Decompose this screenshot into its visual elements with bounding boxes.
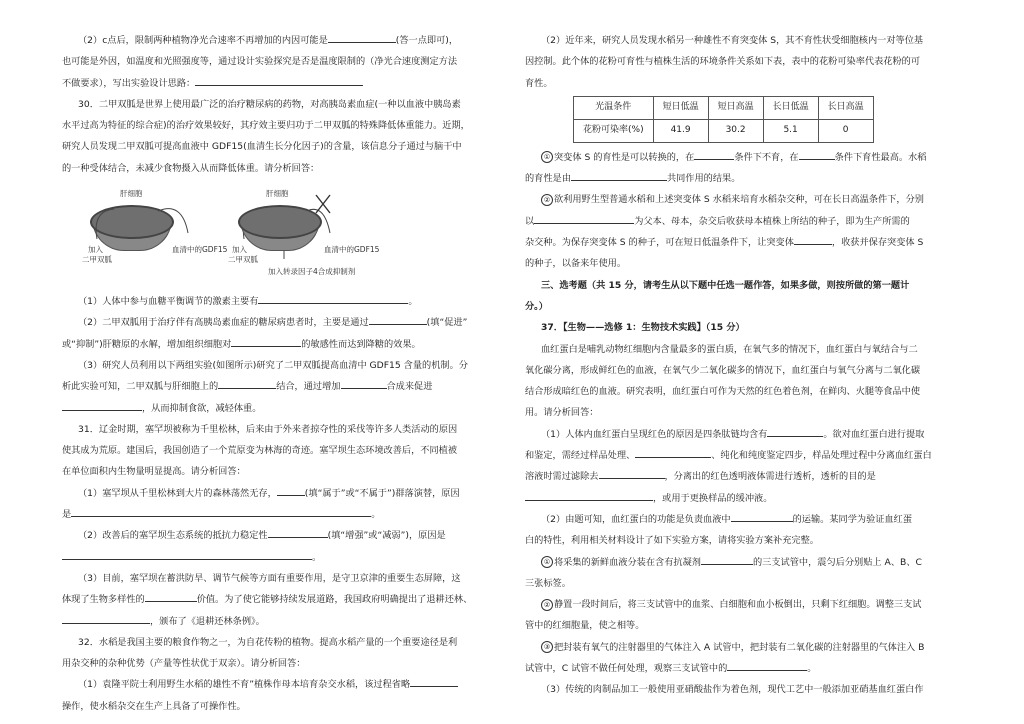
answer-blank[interactable] bbox=[731, 510, 793, 522]
text-line: 的种子，以备来年使用。 bbox=[525, 258, 627, 270]
text-line: 在单位面积内生物量明显提高。请分析回答： bbox=[62, 466, 246, 478]
metformin-label: 二甲双胍 bbox=[82, 255, 112, 265]
text-line: （1）袁隆平院士利用野生水稻的雄性不育”植株作母本培育杂交水稻，该过程省略 bbox=[62, 674, 462, 695]
text-line: （2）二甲双胍用于治疗伴有高胰岛素血症的糖尿病患者时，主要是通过 (填“促进” bbox=[62, 312, 462, 333]
text-line: ③ 把封装有氧气的注射器里的气体注入 A 试管中，把封装有二氧化碳的注射器里的气体注入 B bbox=[525, 637, 927, 658]
text-line: 是 。 bbox=[62, 504, 462, 525]
answer-blank[interactable] bbox=[62, 399, 142, 411]
text-line: 溶液时需过滤除去 ，分离出的红色透明液体需进行透析，透析的目的是 bbox=[525, 466, 927, 487]
text-line: 水平过高为特征的综合症)的治疗效果较好，其疗效主要归功于二甲双胍的特殊降低体重能力。近期， bbox=[62, 120, 470, 132]
text-line: 的育性是由 共同作用的结果。 bbox=[525, 168, 927, 189]
hepatocyte-label: 肝细胞 bbox=[120, 189, 143, 199]
question-37-heading: 37．【生物——选修 1：生物技术实践】（15 分） bbox=[541, 322, 745, 334]
text-line: （2）改善后的塞罕坝生态系统的抵抗力稳定性 (填“增强”或“减弱”)，原因是 bbox=[62, 525, 462, 546]
text-line: 育性。 bbox=[525, 77, 553, 89]
answer-blank[interactable] bbox=[794, 233, 832, 245]
text-line: 研究人员发现二甲双胍可提高血液中 GDF15(血清生长分化因子)的含量，该信息分子通过与脑干中 bbox=[62, 141, 462, 153]
text-line: 结合形成暗红色的血液。研究表明，血红蛋白可作为天然的红色着色剂，在鲜肉、火腿等食品中使 bbox=[525, 386, 921, 398]
table-cell: 0 bbox=[818, 119, 873, 142]
answer-blank[interactable] bbox=[534, 212, 634, 224]
answer-blank[interactable] bbox=[62, 612, 150, 624]
text-line: （2）由题可知，血红蛋白的功能是负责血液中 的运输。某同学为验证血红蛋 bbox=[525, 509, 927, 530]
answer-blank[interactable] bbox=[71, 505, 371, 517]
answer-blank[interactable] bbox=[767, 425, 823, 437]
table-cell: 41.9 bbox=[653, 119, 708, 142]
text-line: 。 bbox=[62, 547, 462, 568]
answer-blank[interactable] bbox=[369, 313, 427, 325]
question-32-stem: 32．水稻是我国主要的粮食作物之一，为自花传粉的植物。提高水稻产量的一个重要途径是利 bbox=[78, 636, 458, 648]
section-3-heading-cont: 分。） bbox=[525, 300, 548, 312]
text-line: （2）近年来，研究人员发现水稻另一种雄性不育突变体 S，其不育性状受细胞核内一对等位基 bbox=[541, 35, 924, 46]
text-line: ① 突变体 S 的育性是可以转换的，在 条件下不育，在 条件下育性最高。水稻 bbox=[525, 147, 927, 168]
text-line: ① 将采集的新鲜血液分装在含有抗凝剂 的三支试管中，震匀后分别贴上 A、B、C bbox=[525, 552, 927, 573]
inhibitor-label: 加入转录因子4合成抑制剂 bbox=[268, 267, 356, 277]
answer-blank[interactable] bbox=[341, 377, 387, 389]
text-line: 氧化碳分离，形成鲜红色的血液，在氧气少二氧化碳多的情况下，血红蛋白与氧气分离与二氧化碳 bbox=[525, 364, 921, 376]
text-line: ② 静置一段时间后，将三支试管中的血浆、白细胞和血小板倒出，只剩下红细胞。调整三支试 bbox=[525, 594, 927, 615]
text-line: （3）目前，塞罕坝在蓄洪防旱、调节气候等方面有重要作用，是守卫京津的重要生态屏障，这 bbox=[78, 572, 461, 584]
table-row bbox=[574, 119, 874, 142]
question-31-stem: 31．辽金时期，塞罕坝被称为千里松林，后来由于外来者掠夺性的采伐等许多人类活动的原因 bbox=[78, 423, 458, 435]
text-line: ，颁布了《退耕还林条例》。 bbox=[62, 611, 462, 632]
culture-dish-2-top bbox=[238, 205, 322, 239]
circled-number-icon: ② bbox=[541, 599, 553, 611]
circled-number-icon: ③ bbox=[541, 641, 553, 653]
left-column bbox=[62, 30, 473, 717]
text-line: ，或用于更换样品的缓冲液。 bbox=[525, 488, 927, 509]
table-header-cell: 长日高温 bbox=[818, 96, 873, 119]
text-line: 用杂交种的杂种优势（产量等性状优于双亲）。请分析回答： bbox=[62, 658, 306, 670]
right-column bbox=[525, 30, 932, 701]
text-line: （3）传统的肉制品加工一般使用亚硝酸盐作为着色剂，现代工艺中一般添加亚硝基血红蛋白作 bbox=[541, 684, 924, 696]
text-line: 因控制。此个体的花粉可育性与植株生活的环境条件关系如下表，表中的花粉可染率代表花粉的可 bbox=[525, 56, 921, 68]
text-line: （1）人体中参与血糖平衡调节的激素主要有 。 bbox=[62, 291, 462, 312]
text-line: 管中的红细胞量，使之相等。 bbox=[525, 620, 645, 632]
text-line: 的一种受体结合，未减少食物摄入从而降低体重。请分析回答： bbox=[62, 162, 320, 174]
circled-number-icon: ② bbox=[541, 194, 553, 206]
text-line: 或“抑制”)肝糖原的水解，增加组织细胞对 的敏感性而达到降糖的效果。 bbox=[62, 334, 462, 355]
answer-blank[interactable] bbox=[410, 675, 458, 687]
answer-blank[interactable] bbox=[195, 74, 363, 86]
circled-number-icon: ① bbox=[541, 556, 553, 568]
text-line: 血红蛋白是哺乳动物红细胞内含量最多的蛋白质，在氧气多的情况下，血红蛋白与氧结合与二 bbox=[541, 343, 918, 355]
answer-blank[interactable] bbox=[231, 335, 301, 347]
answer-blank[interactable] bbox=[599, 467, 665, 479]
answer-blank[interactable] bbox=[218, 377, 276, 389]
table-header-cell: 短日低温 bbox=[653, 96, 708, 119]
answer-blank[interactable] bbox=[571, 169, 667, 181]
text-line: 白的特性，利用相关材料设计了如下实验方案，请将实验方案补充完整。 bbox=[525, 535, 819, 547]
text-line: 以 为父本、母本，杂交后收获母本植株上所结的种子，即为生产所需的 bbox=[525, 211, 927, 232]
text-line: （3）研究人员利用以下两组实验(如图所示)研究了二甲双胍提高血清中 GDF15 含量的机制。分 bbox=[78, 359, 468, 371]
answer-blank[interactable] bbox=[277, 484, 305, 496]
add-label: 加入 bbox=[232, 245, 247, 255]
answer-blank[interactable] bbox=[268, 526, 328, 538]
text-line: 析此实验可知，二甲双胍与肝细胞上的 结合，通过增加 合成来促进 bbox=[62, 376, 462, 397]
metformin-label: 二甲双胍 bbox=[228, 255, 258, 265]
answer-blank[interactable] bbox=[694, 148, 734, 160]
text-line: （1）塞罕坝从千里松林到大片的森林荡然无存， (填“属于”或“不属于”)群落演替，原因 bbox=[62, 483, 462, 504]
answer-blank[interactable] bbox=[328, 31, 396, 43]
answer-blank[interactable] bbox=[62, 548, 312, 560]
text-line: 体现了生物多样性的 价值。为了使它能够持续发展道路，我国政府明确提出了退耕还林、 bbox=[62, 589, 462, 610]
text-line: 用。请分析回答： bbox=[525, 407, 599, 419]
answer-blank[interactable] bbox=[258, 292, 408, 304]
text-line: 不做要求），写出实验设计思路： bbox=[62, 73, 462, 94]
text-line: 使其成为荒原。建国后，我国创造了一个荒原变为林海的奇迹。塞罕坝生态环境改善后，不同植被 bbox=[62, 445, 458, 457]
gdf15-label: 血清中的GDF15 bbox=[172, 245, 228, 255]
table-header-row bbox=[574, 96, 874, 119]
answer-blank[interactable] bbox=[145, 590, 197, 602]
add-label: 加入 bbox=[88, 245, 103, 255]
answer-blank[interactable] bbox=[727, 659, 807, 671]
pollen-fertility-table bbox=[573, 96, 874, 143]
table-header-cell: 光温条件 bbox=[574, 96, 654, 119]
table-cell: 5.1 bbox=[763, 119, 818, 142]
text-line: ② 欲利用野生型普通水稻和上述突变体 S 水稻来培育水稻杂交种，可在长日高温条件下，分别 bbox=[525, 189, 927, 210]
text-line: 杂交种。为保存突变体 S 的种子，可在短日低温条件下，让突变体 ，收获并保存突变体 S bbox=[525, 232, 927, 253]
section-3-heading: 三、选考题（共 15 分，请考生从以下题中任选一题作答，如果多做，则按所做的第一题计 bbox=[541, 279, 910, 291]
text-line: 和鉴定，需经过样品处理、 、纯化和纯度鉴定四步，样品处理过程中分离血红蛋白 bbox=[525, 445, 927, 466]
text-line: 试管中，C 试管不做任何处理，观察三支试管中的 。 bbox=[525, 658, 927, 679]
table-header-cell: 短日高温 bbox=[708, 96, 763, 119]
answer-blank[interactable] bbox=[701, 553, 753, 565]
table-header-cell: 长日低温 bbox=[763, 96, 818, 119]
experiment-figure bbox=[62, 181, 462, 287]
circled-number-icon: ① bbox=[541, 151, 553, 163]
text-line: （2）c点后，限制两种植物净光合速率不再增加的内因可能是 (答一点即可)， bbox=[62, 30, 462, 51]
answer-blank[interactable] bbox=[799, 148, 835, 160]
answer-blank[interactable] bbox=[525, 489, 653, 501]
text-line: （1）人体内血红蛋白呈现红色的原因是四条肽链均含有 。欲对血红蛋白进行提取 bbox=[525, 424, 927, 445]
gdf15-label: 血清中的GDF15 bbox=[324, 245, 380, 255]
table-cell: 30.2 bbox=[708, 119, 763, 142]
answer-blank[interactable] bbox=[635, 446, 711, 458]
text-line: 操作，使水稻杂交在生产上具备了可操作性。 bbox=[62, 700, 246, 712]
hepatocyte-label: 肝细胞 bbox=[266, 189, 289, 199]
question-30-stem: 30．二甲双胍是世界上使用最广泛的治疗糖尿病的药物，对高胰岛素血症(一种以血液中胰岛素 bbox=[78, 98, 461, 110]
table-cell: 花粉可染率(%) bbox=[574, 119, 654, 142]
text-line: 三张标签。 bbox=[525, 577, 571, 589]
text-line: ，从而抑制食欲，减轻体重。 bbox=[62, 398, 462, 419]
text-line: 也可能是外因，如温度和光照强度等，通过设计实验探究是否是温度限制的（净光合速度测定方法 bbox=[62, 56, 458, 68]
